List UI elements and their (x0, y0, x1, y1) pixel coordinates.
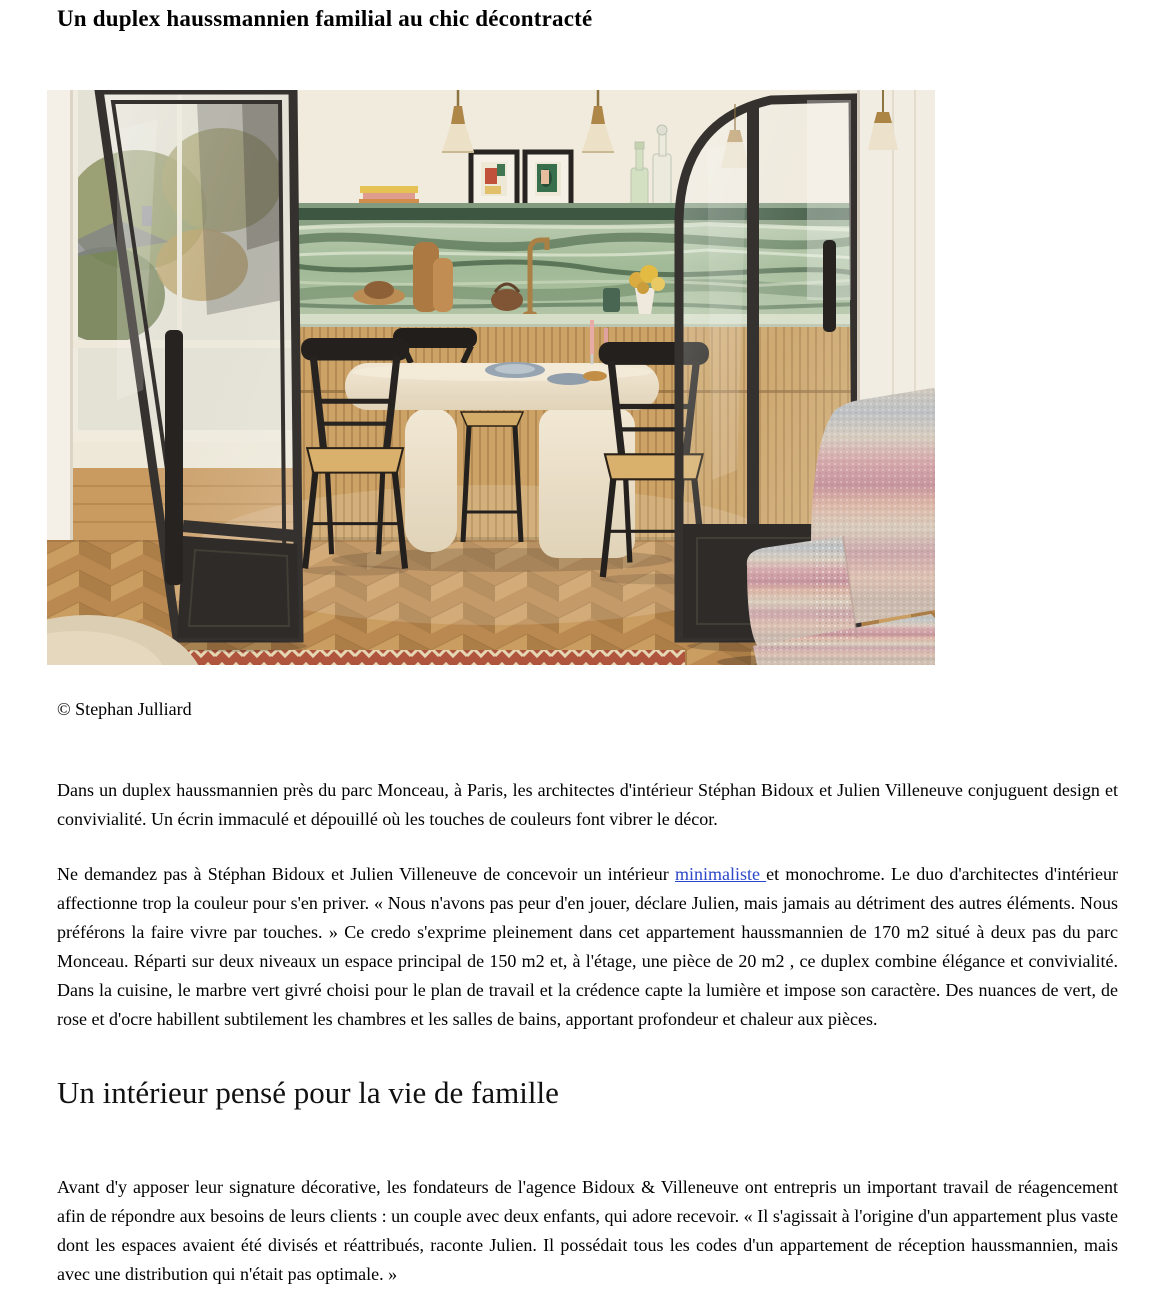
minimaliste-link[interactable]: minimaliste (674, 864, 767, 884)
article-title: Un duplex haussmannien familial au chic décontracté (57, 6, 593, 31)
section-heading: Un intérieur pensé pour la vie de famille (57, 1074, 559, 1110)
paragraph-text: Ne demandez pas à Stéphan Bidoux et Julien Villeneuve de concevoir un intérieur (57, 864, 675, 884)
body-paragraph (57, 860, 1118, 1034)
photo-tint (47, 90, 935, 665)
photo-credit: © Stephan Julliard (57, 699, 192, 719)
article-photo (47, 90, 935, 665)
paragraph-text: et monochrome. Le duo d'architectes d'intérieur affectionne trop la couleur pour s'en priver. « Nous n'avons pas peur d'en jouer, déclare Julien, mais jamais au détriment des autres éléments. Nous préférons la faire vivre par touches. » Ce credo s'exprime pleinement dans cet appartement haussmannien de 170 m2 situé à deux pas du parc Monceau. Réparti sur deux niveaux un espace principal de 150 m2 et, à l'étage, une pièce de 20 m2 , ce duplex combine élégance et convivialité. Dans la cuisine, le marbre vert givré choisi pour le plan de travail et la crédence capte la lumière et impose son caractère. Des nuances de vert, de rose et d'ocre habillent subtilement les chambres et les salles de bains, apportant profondeur et chaleur aux pièces. (57, 864, 1118, 1029)
intro-paragraph: Dans un duplex haussmannien près du parc Monceau, à Paris, les architectes d'intérieur Stéphan Bidoux et Julien Villeneuve conjuguent design et convivialité. Un écrin immaculé et dépouillé où les touches de couleurs font vibrer le décor. (57, 780, 1118, 829)
closing-paragraph: Avant d'y apposer leur signature décorative, les fondateurs de l'agence Bidoux & Villeneuve ont entrepris un important travail de réagencement afin de répondre aux besoins de leurs clients : un couple avec deux enfants, qui adore recevoir. « Il s'agissait à l'origine d'un appartement plus vaste dont les espaces avaient été divisés et réattribués, raconte Julien. Il possédait tous les codes d'un appartement de réception haussmannien, mais avec une distribution qui n'était pas optimale. » (57, 1177, 1118, 1284)
interior-photo-illustration (47, 90, 935, 665)
